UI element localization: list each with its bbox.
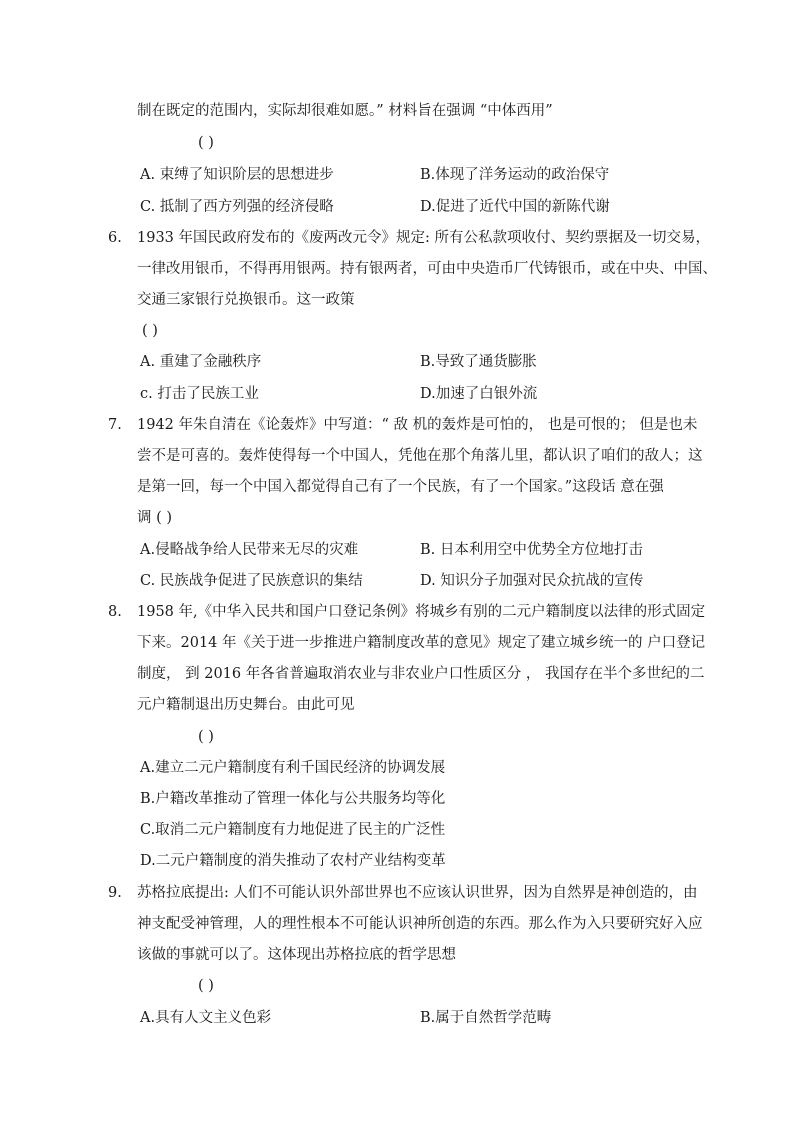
option-a: A.建立二元户籍制度有利千国民经济的协调发展 <box>140 760 446 776</box>
option-b: B.导致了通货膨胀 <box>420 354 537 370</box>
option-b: B.属于自然哲学范畴 <box>420 1010 552 1026</box>
option-a: A. 重建了金融秩序 <box>140 354 262 370</box>
question-stem-line: 1958 年,《中华入民共和国户口登记条例》将城乡有别的二元户籍制度以法律的形式固定 <box>137 604 706 620</box>
q5-stem-line: 制在既定的范围内，实际却很难如愿。” 材料旨在强调 “中体西用” <box>137 103 553 119</box>
option-d: D.二元户籍制度的消失推动了农村产业结构变革 <box>140 853 446 869</box>
option-b: B.户籍改革推动了管理一体化与公共服务均等化 <box>140 791 446 807</box>
question-number: 9. <box>108 885 122 901</box>
answer-paren: ( ) <box>198 729 214 745</box>
option-d: D.加速了白银外流 <box>420 386 538 402</box>
question-number: 8. <box>108 604 122 620</box>
question-stem-line: 尝不是可喜的。轰炸使得每一个中国人，凭他在那个角落儿里，都认识了咱们的敌人；这 <box>137 448 703 464</box>
q5-option-d: D.促进了近代中国的新陈代谢 <box>420 199 610 215</box>
question-stem-line: 1933 年国民政府发布的《废两改元令》规定: 所有公私款项收付、契约票据及一切交易， <box>137 230 711 246</box>
q5-option-c: C. 抵制了西方列强的经济侵略 <box>140 199 334 215</box>
question-stem-line: 苏格拉底提出: 人们不可能认识外部世界也不应该认识世界，因为自然界是神创造的，由 <box>137 885 698 901</box>
option-a: A.具有人文主义色彩 <box>140 1010 272 1026</box>
option-a: A.侵略战争给人民带来无尽的灾难 <box>140 542 359 558</box>
option-c: c. 打击了民族工业 <box>140 386 259 402</box>
question-stem-line: 该做的事就可以了。这体现出苏格拉底的哲学思想 <box>137 947 456 963</box>
q5-option-a: A. 束缚了知识阶层的思想进步 <box>140 167 334 183</box>
question-stem-line: 交通三家银行兑换银币。这一政策 <box>137 292 355 308</box>
question-number: 7. <box>108 417 122 433</box>
question-stem-line: 元户籍制退出历史舞台。由此可见 <box>137 697 355 713</box>
question-stem-line: 1942 年朱自清在《论轰炸》中写道：“ 敌 机的轰炸是可怕的， 也是可恨的； 但是也未 <box>137 417 698 433</box>
question-stem-line: 是第一回，每一个中国入都觉得自己有了一个民族，有了一个国家。”这段话 意在强 <box>137 479 664 495</box>
answer-paren: ( ) <box>198 978 214 994</box>
option-c: C.取消二元户籍制度有力地促进了民主的广泛性 <box>140 822 446 838</box>
option-d: D. 知识分子加强对民众抗战的宣传 <box>420 573 644 589</box>
question-stem-line: 制度， 到 2016 年各省普遍取消农业与非农业户口性质区分 ， 我国存在半个多世纪的二 <box>137 666 705 682</box>
question-stem-line: 调 ( ) <box>137 510 173 526</box>
answer-paren: ( ) <box>142 323 158 339</box>
question-stem-line: 神支配受神管理，人的理性根本不可能认识神所创造的东西。那么作为入只要研究好入应 <box>137 916 703 932</box>
option-b: B. 日本利用空中优势全方位地打击 <box>420 542 643 558</box>
question-stem-line: 下来。2014 年《关于进一步推进户籍制度改革的意见》规定了建立城乡统一的 户口登记 <box>137 635 706 651</box>
question-stem-line: 一律改用银币，不得再用银两。持有银两者，可由中央造币厂代铸银币，或在中央、中国、 <box>137 261 717 277</box>
q5-option-b: B.体现了洋务运动的政治保守 <box>420 167 610 183</box>
q5-answer-paren: ( ) <box>198 135 214 151</box>
question-number: 6. <box>108 230 122 246</box>
option-c: C. 民族战争促进了民族意识的集结 <box>140 573 363 589</box>
